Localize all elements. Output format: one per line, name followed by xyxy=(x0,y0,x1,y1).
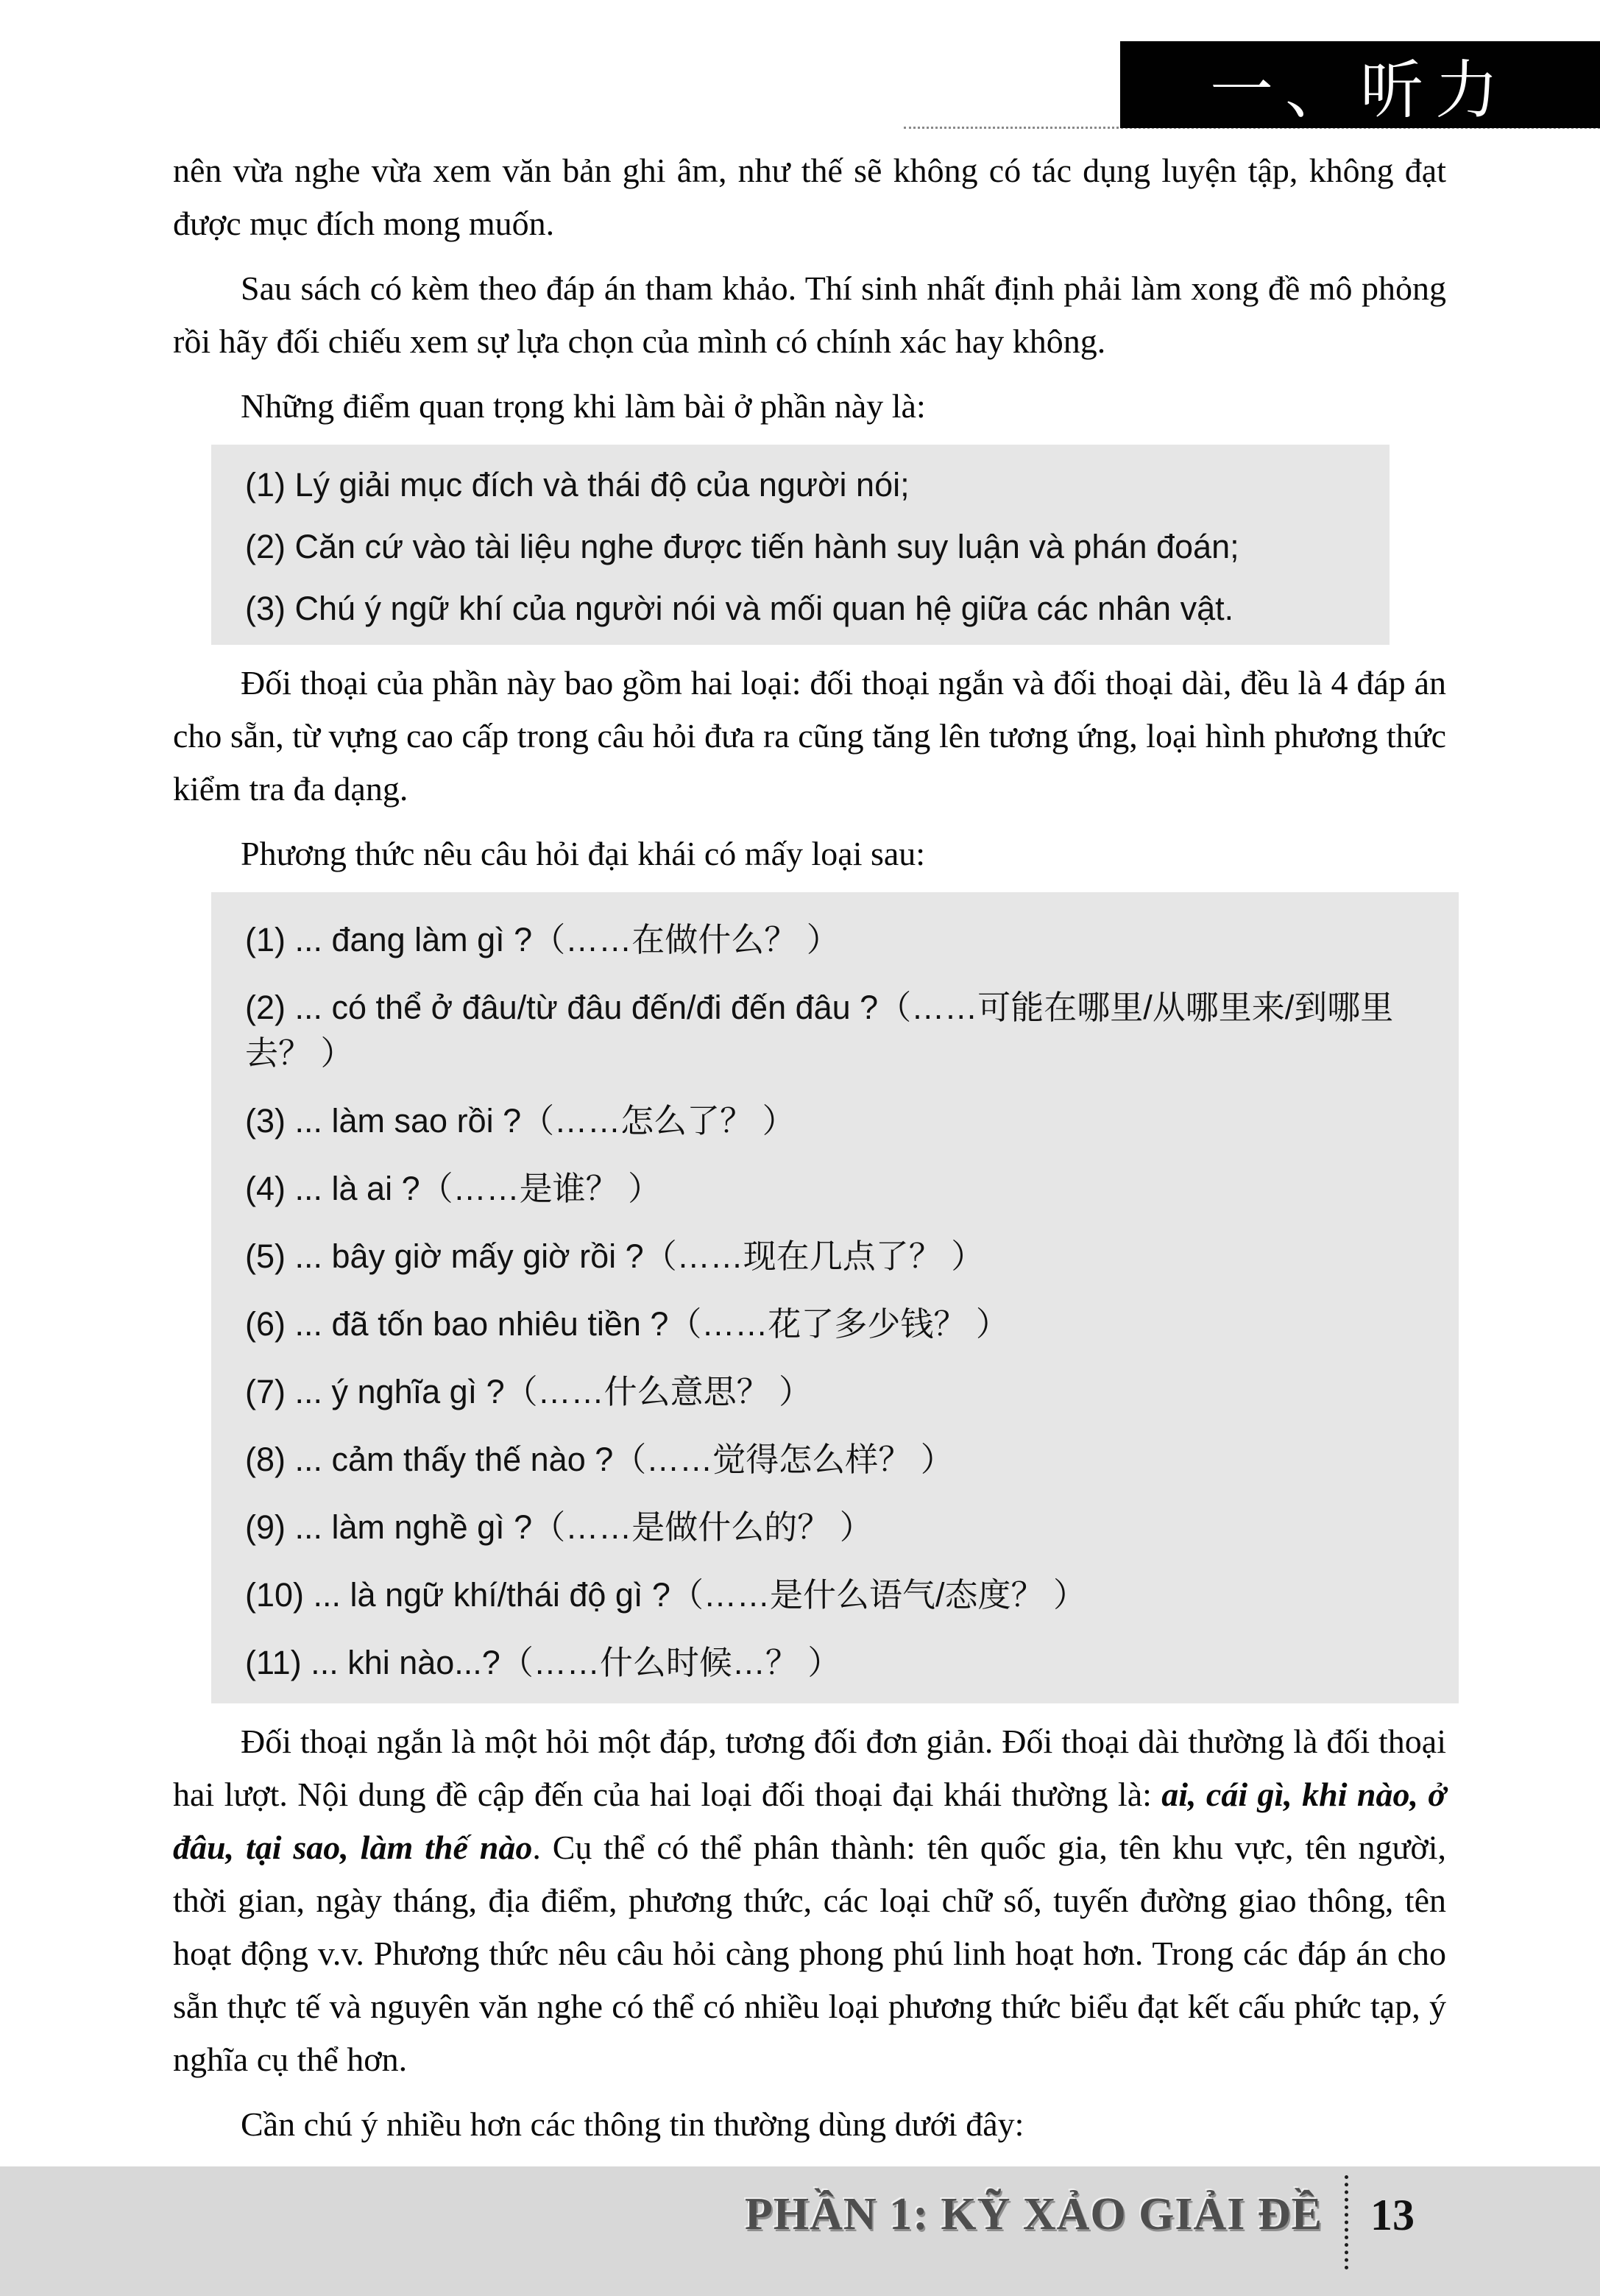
paragraph-lead-in: Phương thức nêu câu hỏi đại khái có mấy loại sau: xyxy=(241,835,926,872)
page-content xyxy=(173,144,1446,2163)
question-type-item: (1) ... đang làm gì ?（……在做什么？ ） xyxy=(245,921,840,958)
paragraph-text-before: Đối thoại ngắn là một hỏi một đáp, tương đối đơn giản. Đối thoại dài thường là đối thoại hai lượt. Nội dung đề cập đến của hai loại đối thoại đại khái thường là: xyxy=(173,1723,1446,1813)
key-points-box xyxy=(211,445,1390,645)
question-type-item: (6) ... đã tốn bao nhiêu tiền ?（……花了多少钱？ ） xyxy=(245,1305,1009,1343)
question-type-item: (5) ... bây giờ mấy giờ rồi ?（……现在几点了？ ） xyxy=(245,1237,985,1275)
paragraph-lead-in: Cần chú ý nhiều hơn các thông tin thường dùng dưới đây: xyxy=(241,2105,1024,2143)
question-type-item: (2) ... có thể ở đâu/từ đâu đến/đi đến đâu ?（……可能在哪里/从哪里来/到哪里去？ ） xyxy=(245,989,1394,1072)
paragraph-emphasis-text: ai, cái gì, khi nào, ở đâu, tại sao, làm thế nào xyxy=(173,1776,1446,1866)
question-type-item: (11) ... khi nào...?（……什么时候…？ ） xyxy=(245,1644,841,1681)
paragraph-with-emphasis xyxy=(173,1715,1446,2086)
paragraph-continuation: nên vừa nghe vừa xem văn bản ghi âm, như thế sẽ không có tác dụng luyện tập, không đạt được mục đích mong muốn. xyxy=(173,152,1446,242)
question-type-item: (4) ... là ai ?（……是谁？ ） xyxy=(245,1170,662,1207)
paragraph: Sau sách có kèm theo đáp án tham khảo. Thí sinh nhất định phải làm xong đề mô phỏng rồi hãy đối chiếu xem sự lựa chọn của mình có chính xác hay không. xyxy=(173,269,1446,360)
footer-dotted-divider xyxy=(1345,2175,1348,2269)
paragraph-lead-in: Những điểm quan trọng khi làm bài ở phần này là: xyxy=(241,387,926,425)
question-type-item: (3) ... làm sao rồi ?（……怎么了？ ） xyxy=(245,1102,796,1140)
page-footer-band xyxy=(0,2166,1600,2296)
key-point-item: (2) Căn cứ vào tài liệu nghe được tiến hành suy luận và phán đoán; xyxy=(245,528,1239,565)
chapter-title: 一、听力 xyxy=(1210,55,1510,126)
question-type-item: (8) ... cảm thấy thế nào ?（……觉得怎么样？ ） xyxy=(245,1441,954,1478)
footer-section-label: PHẦN 1: KỸ XẢO GIẢI ĐỀ xyxy=(745,2189,1323,2239)
key-point-item: (3) Chú ý ngữ khí của người nói và mối quan hệ giữa các nhân vật. xyxy=(245,590,1234,627)
question-type-item: (10) ... là ngữ khí/thái độ gì ?（……是什么语气/态度？ ） xyxy=(245,1576,1086,1614)
question-type-item: (7) ... ý nghĩa gì ?（……什么意思？ ） xyxy=(245,1373,813,1410)
page-number: 13 xyxy=(1370,2191,1415,2239)
key-point-item: (1) Lý giải mục đích và thái độ của người nói; xyxy=(245,466,910,504)
chapter-header-banner xyxy=(1120,41,1600,128)
question-types-box xyxy=(211,892,1459,1703)
paragraph-text-after: . Cụ thể có thể phân thành: tên quốc gia, tên khu vực, tên người, thời gian, ngày tháng, địa điểm, phương thức, các loại chữ số, tuyến đường giao thông, tên hoạt động v.v. Phương thức nêu câu hỏi càng phong phú linh hoạt hơn. Trong các đáp án cho sẵn thực tế và nguyên văn nghe có thể có nhiều loại phương thức biểu đạt kết cấu phức tạp, ý nghĩa cụ thể hơn. xyxy=(173,1829,1447,2078)
paragraph: Đối thoại của phần này bao gồm hai loại: đối thoại ngắn và đối thoại dài, đều là 4 đáp án cho sẵn, từ vựng cao cấp trong câu hỏi đưa ra cũng tăng lên tương ứng, loại hình phương thức kiểm tra đa dạng. xyxy=(173,664,1446,808)
question-type-item: (9) ... làm nghề gì ?（……是做什么的？ ） xyxy=(245,1508,873,1546)
